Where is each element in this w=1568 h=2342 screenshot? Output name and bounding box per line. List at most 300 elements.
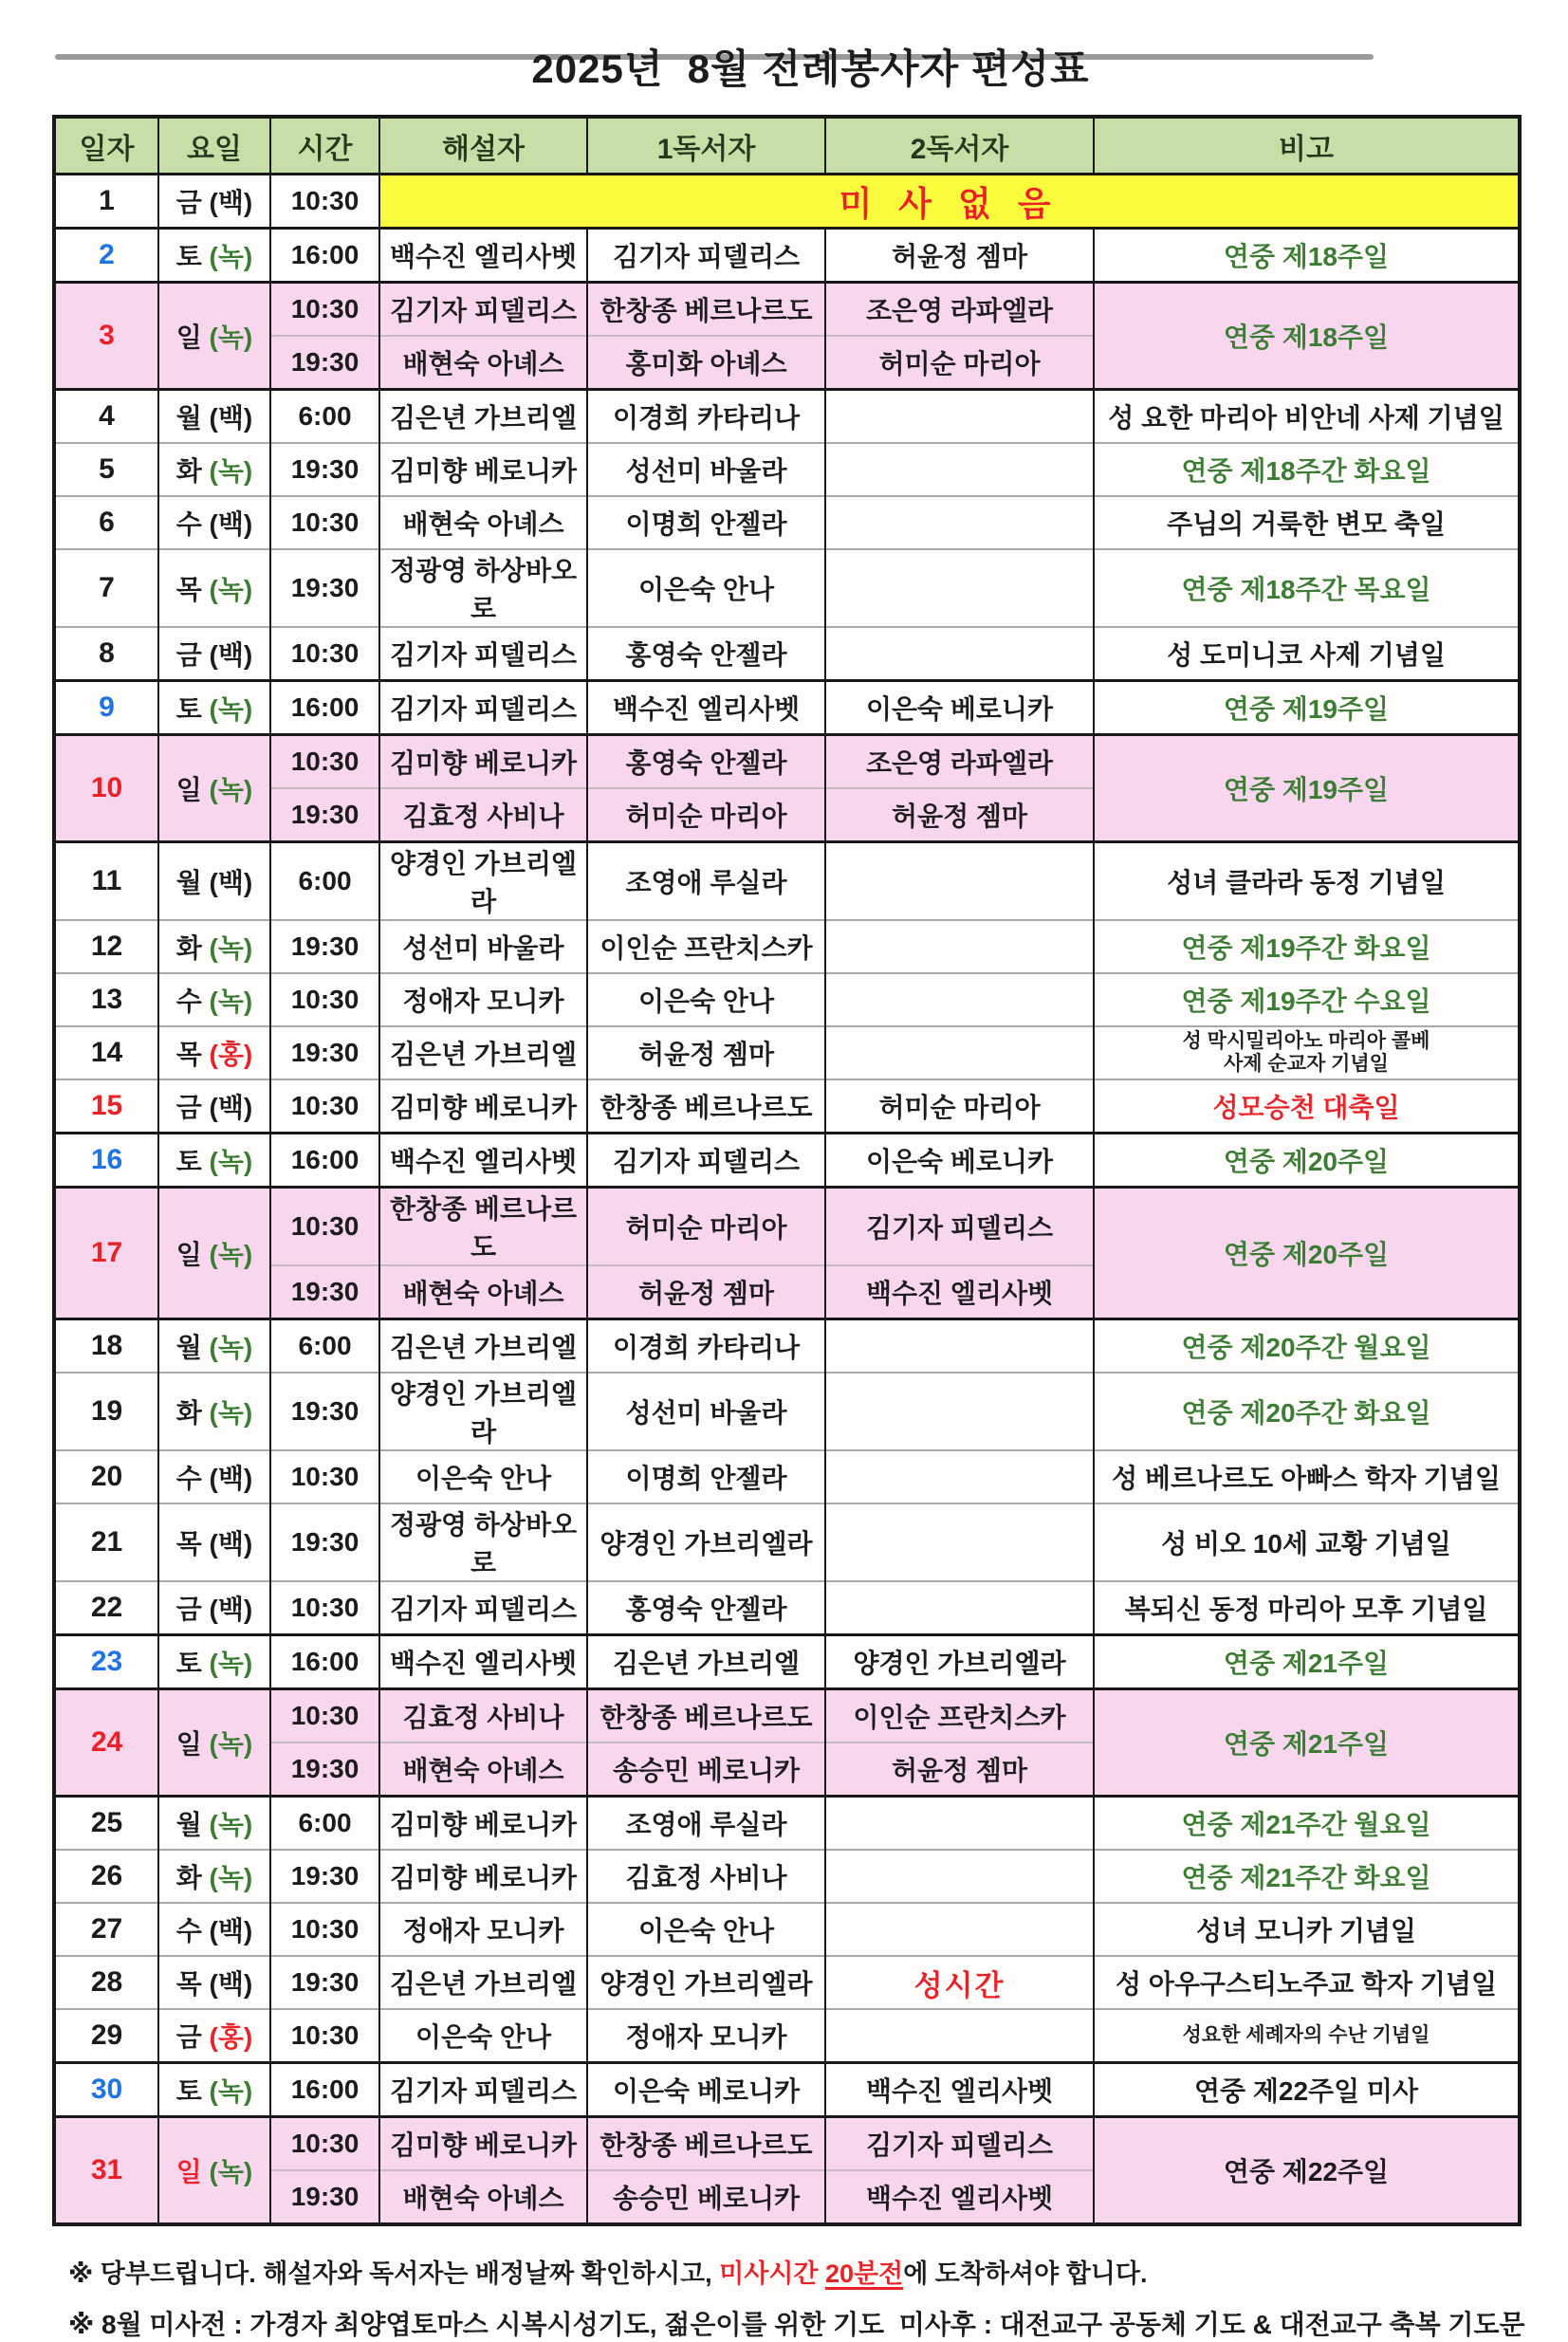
reader1-cell: 홍미화 아녜스 <box>587 336 825 390</box>
note-cell <box>1094 549 1520 627</box>
weekday-cell <box>158 1956 270 2009</box>
note-line: 연중 제20주일 <box>1223 1147 1390 1176</box>
vestment-color-label: (녹) <box>201 1649 253 1678</box>
note-line: 연중 제19주일 <box>1223 775 1390 804</box>
no-mass-cell: 미 사 없 음 <box>379 175 1520 229</box>
reader2-cell: 이은숙 베로니카 <box>825 681 1094 735</box>
reader1-cell: 홍영숙 안젤라 <box>587 627 825 681</box>
reader2-cell: 조은영 라파엘라 <box>825 735 1094 789</box>
date-cell: 14 <box>54 1026 158 1079</box>
weekday-cell <box>158 920 270 973</box>
reader1-cell: 김기자 피델리스 <box>587 229 825 283</box>
weekday-cell <box>158 2117 270 2225</box>
weekday-label: 금 <box>175 1093 202 1122</box>
commentator-cell: 김미향 베로니카 <box>379 1079 587 1134</box>
weekday-cell <box>158 735 270 842</box>
vestment-color-label: (녹) <box>201 694 253 724</box>
reader1-cell: 한창종 베르나르도 <box>587 1079 825 1134</box>
reader2-cell <box>825 973 1094 1026</box>
note-cell <box>1094 1635 1520 1689</box>
weekday-cell <box>158 443 270 496</box>
note1-red-underlined: 20분전 <box>825 2259 904 2288</box>
note-line: 연중 제22주일 미사 <box>1193 2076 1419 2106</box>
note-line: 연중 제21주간 화요일 <box>1181 1863 1431 1892</box>
commentator-cell: 김효정 사비나 <box>379 788 587 842</box>
commentator-cell: 이은숙 안나 <box>379 2009 587 2063</box>
note-cell <box>1094 1850 1520 1903</box>
note-cell <box>1094 1689 1520 1797</box>
date-cell: 30 <box>54 2063 158 2117</box>
weekday-cell <box>158 390 270 444</box>
vestment-color-label: (홍) <box>201 1040 253 1069</box>
note-line: 성녀 클라라 동정 기념일 <box>1167 868 1446 897</box>
reader1-cell: 이명희 안젤라 <box>587 1450 825 1503</box>
date-cell: 4 <box>54 390 158 444</box>
commentator-cell: 김기자 피델리스 <box>379 283 587 337</box>
column-header-0: 일자 <box>54 117 158 175</box>
note-line: 성 비오 10세 교황 기념일 <box>1161 1529 1451 1558</box>
time-cell: 10:30 <box>270 735 379 789</box>
vestment-color-label: (백) <box>201 509 253 539</box>
vestment-color-label: (백) <box>201 1595 253 1624</box>
note-line: 성 요한 마리아 비안네 사제 기념일 <box>1108 403 1504 433</box>
commentator-cell: 배현숙 아녜스 <box>379 336 587 390</box>
reader2-cell: 이은숙 베로니카 <box>825 1134 1094 1188</box>
vestment-color-label: (녹) <box>201 323 253 352</box>
date-cell: 20 <box>54 1450 158 1503</box>
date-cell: 15 <box>54 1079 158 1134</box>
weekday-label: 월 <box>175 403 202 433</box>
column-header-5: 2독서자 <box>825 117 1094 175</box>
time-cell: 19:30 <box>270 2170 379 2224</box>
time-cell: 16:00 <box>270 229 379 283</box>
weekday-label: 토 <box>175 242 202 271</box>
schedule-table <box>52 115 1522 2226</box>
reader2-cell <box>825 1903 1094 1956</box>
reader1-cell: 이은숙 안나 <box>587 1903 825 1956</box>
reader1-cell: 정애자 모니카 <box>587 2009 825 2063</box>
weekday-label: 목 <box>175 1529 202 1558</box>
reader2-cell <box>825 1026 1094 1079</box>
weekday-label: 월 <box>175 1810 202 1839</box>
note-line: 연중 제19주일 <box>1223 694 1390 724</box>
weekday-cell <box>158 1450 270 1503</box>
reader1-cell: 김효정 사비나 <box>587 1850 825 1903</box>
date-cell: 31 <box>54 2117 158 2225</box>
note-cell <box>1094 1503 1520 1581</box>
note-line: 복되신 동정 마리아 모후 기념일 <box>1124 1595 1488 1624</box>
reader1-cell: 조영애 루실라 <box>587 1797 825 1851</box>
weekday-label: 목 <box>175 575 202 604</box>
time-cell: 19:30 <box>270 920 379 973</box>
weekday-cell <box>158 1188 270 1319</box>
time-cell: 19:30 <box>270 1026 379 1079</box>
time-cell: 10:30 <box>270 1903 379 1956</box>
footer-note-2: ※ 8월 미사전 : 가경자 최양엽토마스 시복시성기도, 젊은이를 위한 기도 미사후 : 대전교구 공동체 기도 & 대전교구 축복 기도문 <box>68 2310 1525 2339</box>
date-cell: 28 <box>54 1956 158 2009</box>
commentator-cell: 배현숙 아녜스 <box>379 1743 587 1797</box>
vestment-color-label: (녹) <box>201 1333 253 1362</box>
reader1-cell: 조영애 루실라 <box>587 842 825 921</box>
note-cell <box>1094 842 1520 921</box>
time-cell: 19:30 <box>270 1956 379 2009</box>
note-line: 성 막시밀리아노 마리아 콜베 <box>1182 1029 1430 1052</box>
date-cell: 26 <box>54 1850 158 1903</box>
weekday-label: 금 <box>175 1595 202 1624</box>
reader1-cell: 김기자 피델리스 <box>587 1134 825 1188</box>
weekday-label: 월 <box>175 1333 202 1362</box>
note-cell <box>1094 443 1520 496</box>
note-cell <box>1094 627 1520 681</box>
date-cell: 1 <box>54 175 158 229</box>
reader2-cell <box>825 1581 1094 1635</box>
weekday-cell <box>158 1079 270 1134</box>
date-cell: 12 <box>54 920 158 973</box>
time-cell: 19:30 <box>270 1850 379 1903</box>
reader1-cell: 이경희 카타리나 <box>587 1319 825 1374</box>
reader2-cell <box>825 920 1094 973</box>
note-cell <box>1094 1450 1520 1503</box>
time-cell: 16:00 <box>270 681 379 735</box>
weekday-label: 수 <box>175 509 202 539</box>
weekday-cell <box>158 1635 270 1689</box>
note-cell <box>1094 681 1520 735</box>
weekday-cell <box>158 1581 270 1635</box>
reader1-cell: 이은숙 베로니카 <box>587 2063 825 2117</box>
weekday-label: 금 <box>175 640 202 670</box>
vestment-color-label: (백) <box>201 1464 253 1493</box>
reader2-cell: 허윤정 젬마 <box>825 229 1094 283</box>
commentator-cell: 정광영 하상바오로 <box>379 549 587 627</box>
column-header-4: 1독서자 <box>587 117 825 175</box>
weekday-label: 목 <box>175 1969 202 1999</box>
note1-red-text: 미사시간 <box>719 2259 825 2288</box>
date-cell: 17 <box>54 1188 158 1319</box>
time-cell: 6:00 <box>270 1797 379 1851</box>
weekday-label: 일 <box>175 1729 202 1759</box>
commentator-cell: 백수진 엘리사벳 <box>379 1134 587 1188</box>
reader2-cell <box>825 1850 1094 1903</box>
reader2-cell <box>825 842 1094 921</box>
time-cell: 6:00 <box>270 842 379 921</box>
time-cell: 10:30 <box>270 1188 379 1266</box>
weekday-cell <box>158 283 270 390</box>
note-line: 성모승천 대축일 <box>1212 1093 1400 1122</box>
commentator-cell: 배현숙 아녜스 <box>379 2170 587 2224</box>
weekday-label: 화 <box>175 1398 202 1428</box>
commentator-cell: 김미향 베로니카 <box>379 1850 587 1903</box>
date-cell: 11 <box>54 842 158 921</box>
commentator-cell: 정광영 하상바오로 <box>379 1503 587 1581</box>
weekday-label: 토 <box>175 694 202 724</box>
vestment-color-label: (녹) <box>201 1398 253 1428</box>
date-cell: 24 <box>54 1689 158 1797</box>
reader2-cell <box>825 496 1094 549</box>
time-cell: 19:30 <box>270 1373 379 1450</box>
note-line: 연중 제19주간 수요일 <box>1181 987 1431 1016</box>
reader1-cell: 양경인 가브리엘라 <box>587 1956 825 2009</box>
time-cell: 10:30 <box>270 2117 379 2171</box>
commentator-cell: 양경인 가브리엘라 <box>379 1373 587 1450</box>
reader1-cell: 성선미 바울라 <box>587 443 825 496</box>
vestment-color-label: (녹) <box>201 1147 253 1176</box>
page-title: 2025년 8월 전례봉사자 편성표 <box>531 46 1090 91</box>
reader1-cell: 홍영숙 안젤라 <box>587 735 825 789</box>
weekday-cell <box>158 627 270 681</box>
note-cell <box>1094 2063 1520 2117</box>
column-header-1: 요일 <box>158 117 270 175</box>
weekday-cell <box>158 681 270 735</box>
note-cell <box>1094 1188 1520 1319</box>
note-line: 연중 제21주일 <box>1223 1729 1390 1759</box>
schedule-table-head <box>54 117 1520 175</box>
commentator-cell: 백수진 엘리사벳 <box>379 1635 587 1689</box>
weekday-label: 화 <box>175 933 202 963</box>
reader1-cell: 송승민 베로니카 <box>587 1743 825 1797</box>
reader2-cell: 성시간 <box>825 1956 1094 2009</box>
reader1-cell: 허윤정 젬마 <box>587 1265 825 1319</box>
vestment-color-label: (녹) <box>201 1863 253 1892</box>
reader2-cell: 이인순 프란치스카 <box>825 1689 1094 1743</box>
weekday-label: 일 <box>175 2157 202 2186</box>
note-line: 연중 제22주일 <box>1223 2157 1390 2186</box>
commentator-cell: 김미향 베로니카 <box>379 2117 587 2171</box>
reader1-cell: 한창종 베르나르도 <box>587 283 825 337</box>
date-cell: 27 <box>54 1903 158 1956</box>
weekday-cell <box>158 842 270 921</box>
weekday-cell <box>158 1373 270 1450</box>
reader1-cell: 성선미 바울라 <box>587 1373 825 1450</box>
note-line: 성녀 모니카 기념일 <box>1196 1916 1416 1946</box>
note-line: 연중 제20주간 화요일 <box>1181 1398 1431 1428</box>
weekday-cell <box>158 973 270 1026</box>
weekday-label: 목 <box>175 1040 202 1069</box>
date-cell: 18 <box>54 1319 158 1374</box>
weekday-label: 월 <box>175 868 202 897</box>
vestment-color-label: (백) <box>201 1093 253 1122</box>
reader1-cell: 이인순 프란치스카 <box>587 920 825 973</box>
reader2-cell: 조은영 라파엘라 <box>825 283 1094 337</box>
reader1-cell: 허윤정 젬마 <box>587 1026 825 1079</box>
date-cell: 21 <box>54 1503 158 1581</box>
reader1-cell: 백수진 엘리사벳 <box>587 681 825 735</box>
vestment-color-label: (녹) <box>201 1240 253 1269</box>
time-cell: 19:30 <box>270 549 379 627</box>
reader2-cell: 허윤정 젬마 <box>825 788 1094 842</box>
weekday-cell <box>158 1026 270 1079</box>
time-cell: 10:30 <box>270 627 379 681</box>
date-cell: 10 <box>54 735 158 842</box>
column-header-3: 해설자 <box>379 117 587 175</box>
reader1-cell: 한창종 베르나르도 <box>587 2117 825 2171</box>
note-cell <box>1094 390 1520 444</box>
weekday-cell <box>158 2009 270 2063</box>
vestment-color-label: (백) <box>201 1529 253 1558</box>
schedule-table-body <box>54 175 1520 2225</box>
vestment-color-label: (녹) <box>201 575 253 604</box>
note-cell <box>1094 920 1520 973</box>
time-cell: 10:30 <box>270 1581 379 1635</box>
time-cell: 19:30 <box>270 443 379 496</box>
note-line: 연중 제20주간 월요일 <box>1181 1333 1431 1362</box>
vestment-color-label: (녹) <box>201 933 253 963</box>
weekday-cell <box>158 549 270 627</box>
reader2-cell: 허미순 마리아 <box>825 336 1094 390</box>
commentator-cell: 정애자 모니카 <box>379 973 587 1026</box>
reader1-cell: 홍영숙 안젤라 <box>587 1581 825 1635</box>
reader2-cell: 허윤정 젬마 <box>825 1743 1094 1797</box>
reader1-cell: 한창종 베르나르도 <box>587 1689 825 1743</box>
note-cell <box>1094 1026 1520 1079</box>
note-line: 연중 제18주간 화요일 <box>1181 456 1431 486</box>
reader2-cell: 양경인 가브리엘라 <box>825 1635 1094 1689</box>
note-line: 연중 제18주일 <box>1223 242 1390 271</box>
vestment-color-label: (홍) <box>201 2022 253 2052</box>
reader2-cell <box>825 1319 1094 1374</box>
vestment-color-label: (녹) <box>201 456 253 486</box>
time-cell: 16:00 <box>270 2063 379 2117</box>
time-cell: 19:30 <box>270 788 379 842</box>
time-cell: 6:00 <box>270 390 379 444</box>
commentator-cell: 이은숙 안나 <box>379 1450 587 1503</box>
time-cell: 10:30 <box>270 175 379 229</box>
commentator-cell: 김미향 베로니카 <box>379 1797 587 1851</box>
weekday-label: 일 <box>175 775 202 804</box>
reader2-cell: 백수진 엘리사벳 <box>825 1265 1094 1319</box>
time-cell: 10:30 <box>270 283 379 337</box>
date-cell: 6 <box>54 496 158 549</box>
note-cell <box>1094 1903 1520 1956</box>
reader2-cell: 허미순 마리아 <box>825 1079 1094 1134</box>
reader1-cell: 이은숙 안나 <box>587 549 825 627</box>
weekday-label: 토 <box>175 1147 202 1176</box>
vestment-color-label: (녹) <box>201 987 253 1016</box>
reader1-cell: 이경희 카타리나 <box>587 390 825 444</box>
note1-suffix: 에 도착하셔야 합니다. <box>903 2259 1148 2288</box>
time-cell: 10:30 <box>270 1450 379 1503</box>
note-cell <box>1094 1581 1520 1635</box>
note-line: 연중 제18주일 <box>1223 323 1390 352</box>
date-cell: 25 <box>54 1797 158 1851</box>
commentator-cell: 김기자 피델리스 <box>379 627 587 681</box>
date-cell: 19 <box>54 1373 158 1450</box>
weekday-cell <box>158 175 270 229</box>
commentator-cell: 김기자 피델리스 <box>379 1581 587 1635</box>
reader2-cell: 백수진 엘리사벳 <box>825 2063 1094 2117</box>
commentator-cell: 정애자 모니카 <box>379 1903 587 1956</box>
reader2-cell <box>825 443 1094 496</box>
reader1-cell: 송승민 베로니카 <box>587 2170 825 2224</box>
date-cell: 22 <box>54 1581 158 1635</box>
note-line: 연중 제21주간 월요일 <box>1181 1810 1431 1839</box>
weekday-label: 화 <box>175 456 202 486</box>
time-cell: 19:30 <box>270 1265 379 1319</box>
time-cell: 19:30 <box>270 336 379 390</box>
time-cell: 16:00 <box>270 1635 379 1689</box>
column-header-6: 비고 <box>1094 117 1520 175</box>
date-cell: 16 <box>54 1134 158 1188</box>
time-cell: 10:30 <box>270 973 379 1026</box>
note-cell <box>1094 283 1520 390</box>
note-cell <box>1094 1319 1520 1374</box>
commentator-cell: 성선미 바울라 <box>379 920 587 973</box>
footer-notes <box>68 2253 1568 2342</box>
weekday-cell <box>158 1797 270 1851</box>
vestment-color-label: (녹) <box>201 1810 253 1839</box>
reader1-cell: 허미순 마리아 <box>587 1188 825 1266</box>
weekday-cell <box>158 1850 270 1903</box>
date-cell: 3 <box>54 283 158 390</box>
note-cell <box>1094 973 1520 1026</box>
note-cell <box>1094 735 1520 842</box>
note-line: 주님의 거룩한 변모 축일 <box>1167 509 1446 539</box>
reader2-cell <box>825 1797 1094 1851</box>
time-cell: 10:30 <box>270 2009 379 2063</box>
vestment-color-label: (녹) <box>201 1729 253 1759</box>
footer-note-1 <box>68 2253 1568 2290</box>
commentator-cell: 배현숙 아녜스 <box>379 1265 587 1319</box>
weekday-label: 수 <box>175 1916 202 1946</box>
commentator-cell: 김은년 가브리엘 <box>379 1319 587 1374</box>
time-cell: 16:00 <box>270 1134 379 1188</box>
weekday-cell <box>158 1134 270 1188</box>
weekday-cell <box>158 229 270 283</box>
weekday-label: 일 <box>175 1240 202 1269</box>
commentator-cell: 백수진 엘리사벳 <box>379 229 587 283</box>
vestment-color-label: (녹) <box>201 2157 253 2186</box>
note-line: 사제 순교자 기념일 <box>1224 1053 1389 1075</box>
note-line: 연중 제20주일 <box>1223 1240 1390 1269</box>
date-cell: 13 <box>54 973 158 1026</box>
commentator-cell: 김효정 사비나 <box>379 1689 587 1743</box>
note1-prefix: ※ 당부드립니다. 해설자와 독서자는 배정날짜 확인하시고, <box>68 2259 720 2288</box>
note-line: 연중 제19주간 화요일 <box>1181 933 1431 963</box>
weekday-cell <box>158 2063 270 2117</box>
weekday-label: 토 <box>175 2076 202 2106</box>
note-line: 연중 제18주간 목요일 <box>1181 575 1431 604</box>
note-line: 연중 제21주일 <box>1223 1649 1390 1678</box>
date-cell: 9 <box>54 681 158 735</box>
note-cell <box>1094 229 1520 283</box>
weekday-cell <box>158 496 270 549</box>
vestment-color-label: (백) <box>201 188 253 217</box>
note-cell <box>1094 1134 1520 1188</box>
date-cell: 8 <box>54 627 158 681</box>
time-cell: 19:30 <box>270 1743 379 1797</box>
date-cell: 23 <box>54 1635 158 1689</box>
time-cell: 10:30 <box>270 496 379 549</box>
reader2-cell: 백수진 엘리사벳 <box>825 2170 1094 2224</box>
reader1-cell: 양경인 가브리엘라 <box>587 1503 825 1581</box>
reader2-cell <box>825 1450 1094 1503</box>
note-cell <box>1094 1079 1520 1134</box>
vestment-color-label: (녹) <box>201 242 253 271</box>
vestment-color-label: (백) <box>201 403 253 433</box>
reader2-cell <box>825 390 1094 444</box>
note-cell <box>1094 1956 1520 2009</box>
date-cell: 7 <box>54 549 158 627</box>
weekday-cell <box>158 1503 270 1581</box>
reader2-cell <box>825 1373 1094 1450</box>
weekday-label: 금 <box>175 2022 202 2052</box>
date-cell: 29 <box>54 2009 158 2063</box>
reader2-cell <box>825 627 1094 681</box>
weekday-cell <box>158 1689 270 1797</box>
commentator-cell: 김기자 피델리스 <box>379 2063 587 2117</box>
reader2-cell <box>825 1503 1094 1581</box>
weekday-label: 금 <box>175 188 202 217</box>
weekday-cell <box>158 1319 270 1374</box>
